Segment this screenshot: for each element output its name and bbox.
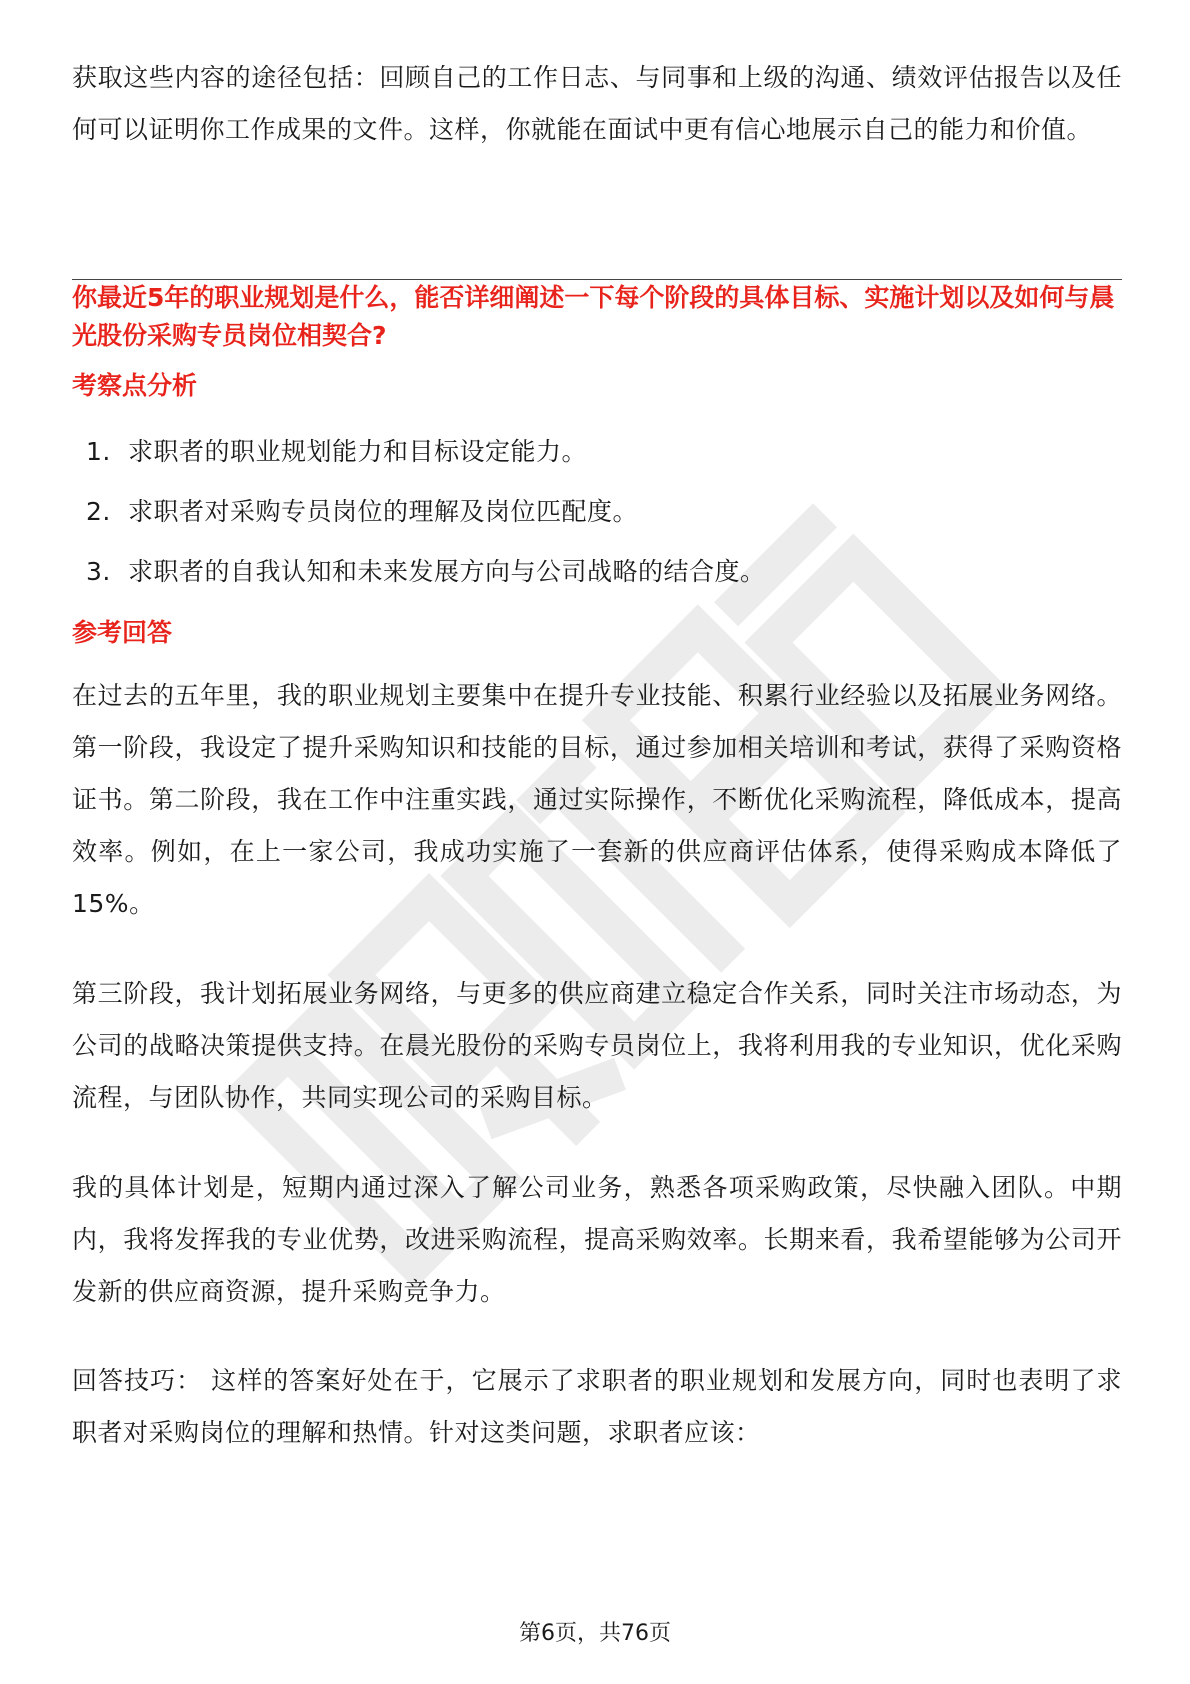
- reference-paragraph-3: 我的具体计划是，短期内通过深入了解公司业务，熟悉各项采购政策，尽快融入团队。中期内，我将发挥我的专业优势，改进采购流程，提高采购效率。长期来看，我希望能够为公司开发新的供应商资源，提升采购竞争力。: [72, 1173, 1122, 1306]
- page-number-footer: 第6页，共76页: [519, 1621, 671, 1646]
- list-item-text: 求职者对采购专员岗位的理解及岗位匹配度。: [128, 497, 639, 526]
- list-item-text: 求职者的职业规划能力和目标设定能力。: [128, 437, 588, 466]
- list-item-number: 1.: [86, 437, 111, 466]
- list-item-text: 求职者的自我认知和未来发展方向与公司战略的结合度。: [128, 557, 766, 586]
- intro-paragraph: 获取这些内容的途径包括：回顾自己的工作日志、与同事和上级的沟通、绩效评估报告以及任何可以证明你工作成果的文件。这样，你就能在面试中更有信心地展示自己的能力和价值。: [72, 63, 1122, 144]
- list-item-number: 3.: [86, 557, 111, 586]
- reference-paragraph-2: 第三阶段，我计划拓展业务网络，与更多的供应商建立稳定合作关系，同时关注市场动态，为公司的战略决策提供支持。在晨光股份的采购专员岗位上，我将利用我的专业知识，优化采购流程，与团队协作，共同实现公司的采购目标。: [72, 979, 1122, 1112]
- analysis-title: 考察点分析: [72, 371, 198, 400]
- list-item: [72, 542, 1122, 602]
- question-heading: 你最近5年的职业规划是什么，能否详细阐述一下每个阶段的具体目标、实施计划以及如何与晨光股份采购专员岗位相契合?: [72, 283, 1115, 350]
- answer-tips-paragraph: 回答技巧： 这样的答案好处在于，它展示了求职者的职业规划和发展方向，同时也表明了求职者对采购岗位的理解和热情。针对这类问题，求职者应该：: [72, 1366, 1122, 1447]
- analysis-list: [72, 422, 1122, 602]
- list-item: [72, 422, 1122, 482]
- reference-paragraph-1: 在过去的五年里，我的职业规划主要集中在提升专业技能、积累行业经验以及拓展业务网络。第一阶段，我设定了提升采购知识和技能的目标，通过参加相关培训和考试，获得了采购资格证书。第二阶段，我在工作中注重实践，通过实际操作，不断优化采购流程，降低成本，提高效率。例如，在上一家公司，我成功实施了一套新的供应商评估体系，使得采购成本降低了15%。: [72, 681, 1122, 918]
- list-item: [72, 482, 1122, 542]
- list-item-number: 2.: [86, 497, 111, 526]
- reference-title: 参考回答: [72, 618, 173, 647]
